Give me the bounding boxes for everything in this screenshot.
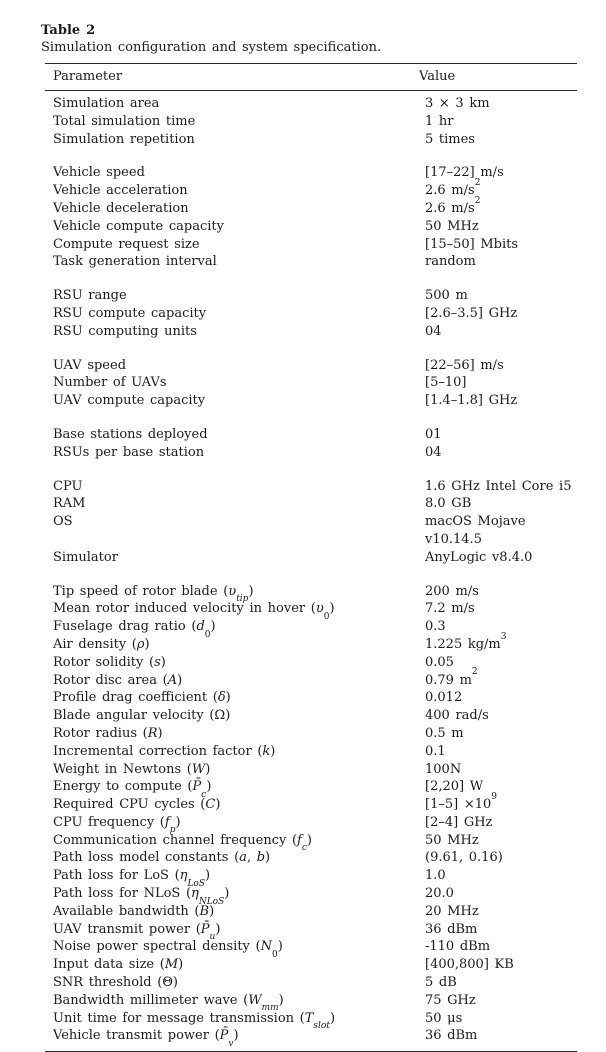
value-cell: 100N [425, 761, 462, 777]
value-cell: [17–22] m/s [425, 165, 504, 181]
value-cell: 5 times [425, 131, 475, 147]
column-header-value: Value [419, 69, 456, 84]
param-cell: Profile drag coefficient (δ) [53, 690, 231, 706]
table-row [53, 778, 577, 800]
table-row [53, 236, 577, 254]
value-cell: [1.4–1.8] GHz [425, 393, 518, 409]
table-row [53, 761, 577, 779]
column-header-parameter: Parameter [53, 69, 123, 84]
table-row [53, 478, 577, 496]
table-row [53, 113, 577, 131]
table-row [53, 992, 577, 1014]
param-cell: CPU [53, 478, 83, 494]
value-cell: 75 GHz [425, 992, 476, 1008]
table-row [53, 707, 577, 725]
table-row [53, 426, 577, 444]
param-cell: Vehicle compute capacity [53, 218, 224, 234]
table-row [53, 95, 577, 113]
table-row [53, 618, 577, 640]
value-cell: (9.61, 0.16) [425, 850, 503, 866]
param-cell: Base stations deployed [53, 426, 208, 442]
param-cell: Vehicle acceleration [53, 183, 188, 199]
param-cell: Rotor disc area (A) [53, 672, 183, 688]
table-row [53, 177, 577, 200]
value-cell: [22–56] m/s [425, 357, 504, 373]
value-cell: [400,800] KB [425, 957, 514, 973]
value-cell: 0.012 [425, 690, 463, 706]
table-label: Table 2 [41, 23, 96, 38]
value-cell: 0.1 [425, 743, 446, 759]
group-gap [53, 410, 577, 426]
value-cell: 50 MHz [425, 218, 479, 234]
table-row [53, 956, 577, 974]
value-cell: 1 hr [425, 113, 454, 129]
param-cell: RSU computing units [53, 323, 197, 339]
value-cell: 3 × 3 km [425, 96, 490, 111]
param-cell: Vehicle transmit power $(P̄_v)$ [53, 1028, 239, 1050]
table-row [53, 849, 577, 867]
value-cell: [2.6–3.5] GHz [425, 305, 518, 321]
value-cell: 36 dBm [425, 1028, 478, 1044]
value-cell: 01 [425, 426, 442, 442]
param-cell: Vehicle speed [53, 165, 145, 181]
param-cell: Path loss model constants (a, b) [53, 850, 271, 866]
value-cell: 2.6 $m/s^2$ [425, 195, 481, 216]
param-cell: Bandwidth millimeter wave $(W_{mm})$ [53, 992, 284, 1014]
param-cell: Simulator [53, 549, 118, 565]
value-cell: 1.6 GHz Intel Core i5 [425, 478, 572, 494]
table-row [53, 689, 577, 707]
value-cell: 50 MHz [425, 832, 479, 848]
table-row [53, 667, 577, 690]
param-cell: RSUs per base station [53, 444, 205, 460]
value-cell: [2,20] W [425, 779, 484, 795]
table-row [53, 323, 577, 341]
value-cell: 2.6 $m/s^2$ [425, 177, 481, 199]
table-row [53, 131, 577, 149]
group-gap [53, 271, 577, 287]
param-cell: Energy to compute $(P̄_c)$ [53, 779, 212, 800]
table-row [53, 195, 577, 218]
table-row [53, 791, 577, 814]
param-cell: Blade angular velocity (Ω) [53, 708, 231, 724]
value-cell: 1.225 $kg/m^3$ [425, 631, 507, 652]
table-row [53, 305, 577, 323]
group-gap [53, 341, 577, 357]
param-cell: OS [53, 514, 73, 530]
param-cell: Compute request size [53, 236, 200, 252]
table-row [53, 903, 577, 921]
group-gap [53, 462, 577, 478]
value-cell: -110 dBm [425, 939, 491, 955]
value-cell: 8.0 GB [425, 496, 472, 512]
table-row [53, 938, 577, 961]
param-cell: UAV transmit power $(P̄_u)$ [53, 921, 221, 943]
table-row [53, 867, 577, 889]
param-cell: Incremental correction factor (k) [53, 743, 276, 759]
table-row [53, 513, 577, 549]
param-cell: Tip speed of rotor blade $(\upsilon_{tip})$ [53, 583, 254, 605]
value-cell: 36 dBm [425, 921, 478, 937]
param-cell: UAV compute capacity [53, 393, 206, 409]
param-cell: Number of UAVs [53, 375, 167, 391]
table-row [53, 814, 577, 836]
param-cell: Mean rotor induced velocity in hover $(\upsilon_0)$ [53, 601, 335, 622]
value-cell: [2–4] GHz [425, 814, 493, 830]
table-header-row [45, 64, 577, 90]
value-cell: [5–10] [425, 375, 467, 391]
table-row [53, 974, 577, 992]
value-cell: 1.0 [425, 868, 446, 884]
param-cell: Noise power spectral density $(N_0)$ [53, 939, 283, 961]
spec-table [45, 63, 577, 1052]
param-cell: CPU frequency $(f_p)$ [53, 814, 181, 836]
value-cell: 500 m [425, 288, 468, 304]
param-cell: Simulation repetition [53, 131, 195, 147]
table-row [53, 495, 577, 513]
param-cell: Rotor radius (R) [53, 725, 163, 741]
table-row [53, 374, 577, 392]
table-row [53, 725, 577, 743]
param-cell: Rotor solidity (s) [53, 654, 166, 670]
table-row [53, 1010, 577, 1032]
group-gap [53, 148, 577, 164]
value-cell: macOS Mojave v10.14.5 [425, 514, 526, 547]
value-cell: 04 [425, 323, 442, 339]
param-cell: RSU compute capacity [53, 305, 207, 321]
value-cell: 400 rad/s [425, 708, 489, 724]
param-cell: Required CPU cycles (C) [53, 797, 221, 813]
param-cell: Air density (ρ) [53, 636, 150, 652]
table-row [53, 392, 577, 410]
value-cell: AnyLogic v8.4.0 [425, 549, 533, 565]
param-cell: Available bandwidth (B) [53, 903, 215, 919]
param-cell: SNR threshold (Θ) [53, 975, 178, 991]
table-caption: Simulation configuration and system specification. [41, 40, 382, 55]
param-cell: Path loss for LoS $(\eta_{LoS})$ [53, 868, 211, 889]
value-cell: random [425, 254, 476, 270]
table-row [53, 357, 577, 375]
table-row [53, 885, 577, 907]
table-row [53, 287, 577, 305]
table-row [53, 164, 577, 182]
param-cell: Input data size (M) [53, 957, 184, 973]
value-cell: [15–50] Mbits [425, 236, 519, 252]
value-cell: 5 dB [425, 975, 457, 991]
value-cell: 0.5 m [425, 725, 464, 741]
value-cell: 0.05 [425, 654, 454, 670]
param-cell: Task generation interval [53, 254, 217, 270]
value-cell: 0.79 $m^2$ [425, 667, 478, 688]
table-body [45, 91, 577, 1051]
param-cell: Total simulation time [53, 113, 196, 129]
value-cell: 7.2 m/s [425, 601, 475, 617]
param-cell: Vehicle deceleration [53, 200, 189, 216]
param-cell: Simulation area [53, 96, 160, 111]
table-row [53, 832, 577, 854]
param-cell: RAM [53, 496, 86, 512]
table-row [53, 583, 577, 605]
table-row [53, 921, 577, 943]
param-cell: UAV speed [53, 357, 127, 373]
table-row [53, 549, 577, 567]
value-cell: 20 MHz [425, 903, 479, 919]
table-row [53, 654, 577, 672]
table-row [53, 743, 577, 761]
value-cell: 20.0 [425, 886, 454, 902]
table-row [53, 631, 577, 654]
table-row [53, 218, 577, 236]
table-row [53, 600, 577, 622]
table-row [53, 253, 577, 271]
group-gap [53, 567, 577, 583]
value-cell: 0.3 [425, 619, 446, 635]
param-cell: RSU range [53, 288, 127, 304]
param-cell: Unit time for message transmission $(T_{slot})$ [53, 1010, 336, 1032]
param-cell: Weight in Newtons (W) [53, 761, 211, 777]
param-cell: Path loss for NLoS $(\eta_{NLoS})$ [53, 886, 230, 907]
value-cell: $[1-5] \times 10^9$ [425, 791, 497, 813]
value-cell: 200 m/s [425, 583, 479, 599]
table-row [53, 444, 577, 462]
value-cell: 04 [425, 444, 442, 460]
value-cell: 50 μs [425, 1010, 463, 1026]
param-cell: Communication channel frequency $(f_c)$ [53, 832, 312, 854]
param-cell: Fuselage drag ratio $(d_0)$ [53, 619, 216, 640]
